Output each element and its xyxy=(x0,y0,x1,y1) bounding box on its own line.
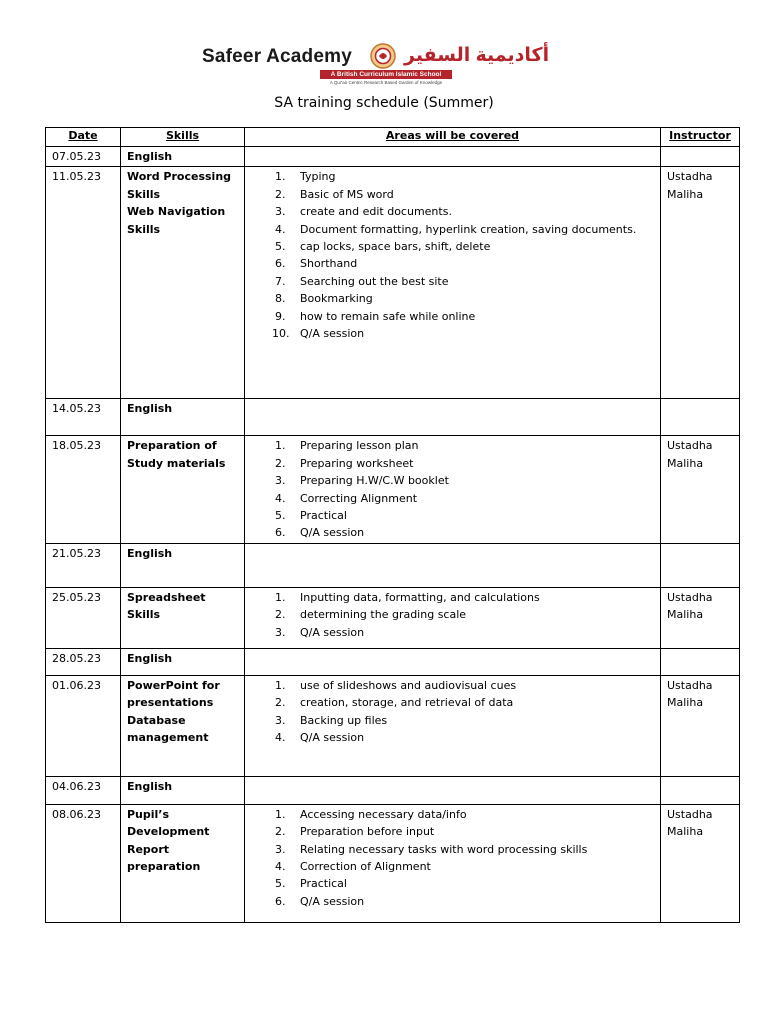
cell-areas xyxy=(245,543,661,587)
instructor-name: Maliha xyxy=(667,696,704,710)
instructor-name: Ustadha xyxy=(667,439,713,453)
instructor-name: Maliha xyxy=(667,456,704,470)
area-item: use of slideshows and audiovisual cues xyxy=(300,678,517,692)
table-row xyxy=(46,804,740,922)
cell-skills xyxy=(121,543,245,587)
area-item: Practical xyxy=(300,509,347,523)
instructor-name: Maliha xyxy=(667,608,704,622)
areas-list xyxy=(251,806,654,910)
header-date: Date xyxy=(46,128,121,147)
cell-areas xyxy=(245,804,661,922)
cell-date: 01.06.23 xyxy=(46,675,121,776)
area-item: Preparing H.W/C.W booklet xyxy=(300,474,449,488)
area-item: creation, storage, and retrieval of data xyxy=(300,696,514,710)
cell-areas xyxy=(245,147,661,167)
academy-emblem-icon xyxy=(370,43,396,69)
skill-text: English xyxy=(127,779,173,793)
cell-areas xyxy=(245,675,661,776)
area-item: Backing up files xyxy=(300,713,388,727)
skill-text: Skills xyxy=(127,222,161,236)
cell-instructor xyxy=(661,147,740,167)
cell-date: 11.05.23 xyxy=(46,167,121,399)
cell-skills xyxy=(121,776,245,804)
cell-skills xyxy=(121,436,245,543)
cell-areas xyxy=(245,776,661,804)
table-row xyxy=(46,675,740,776)
cell-instructor xyxy=(661,675,740,776)
cell-skills xyxy=(121,167,245,399)
area-item: how to remain safe while online xyxy=(300,309,476,323)
cell-skills xyxy=(121,648,245,675)
area-item: determining the grading scale xyxy=(300,608,467,622)
logo-english-name: Safeer Academy xyxy=(202,46,352,67)
area-item: Q/A session xyxy=(300,327,365,341)
table-row xyxy=(46,399,740,436)
area-item: Typing xyxy=(300,170,336,184)
area-item: Q/A session xyxy=(300,894,365,908)
skill-text: Pupil’s xyxy=(127,807,170,821)
area-item: cap locks, space bars, shift, delete xyxy=(300,240,491,254)
instructor-name: Ustadha xyxy=(667,590,713,604)
cell-date: 14.05.23 xyxy=(46,399,121,436)
area-item: Q/A session xyxy=(300,526,365,540)
table-row xyxy=(46,587,740,648)
area-item: Correction of Alignment xyxy=(300,860,431,874)
cell-instructor xyxy=(661,436,740,543)
area-item: Shorthand xyxy=(300,257,358,271)
skill-text: Database xyxy=(127,713,186,727)
area-item: Inputting data, formatting, and calculations xyxy=(300,590,540,604)
skill-text: preparation xyxy=(127,860,201,874)
table-row xyxy=(46,543,740,587)
cell-instructor xyxy=(661,543,740,587)
areas-list xyxy=(251,437,654,541)
logo-ribbon: A British Curriculum Islamic School xyxy=(320,70,452,79)
area-item: Practical xyxy=(300,877,347,891)
instructor-name: Ustadha xyxy=(667,170,713,184)
area-item: Q/A session xyxy=(300,731,365,745)
cell-date: 08.06.23 xyxy=(46,804,121,922)
skill-text: Development xyxy=(127,825,210,839)
cell-instructor xyxy=(661,776,740,804)
area-item: Q/A session xyxy=(300,625,365,639)
area-item: Accessing necessary data/info xyxy=(300,807,467,821)
area-item: Preparing worksheet xyxy=(300,456,414,470)
cell-areas xyxy=(245,436,661,543)
cell-skills xyxy=(121,147,245,167)
skill-text: Skills xyxy=(127,187,161,201)
skill-text: English xyxy=(127,651,173,665)
cell-date: 21.05.23 xyxy=(46,543,121,587)
skill-text: Word Processing xyxy=(127,170,232,184)
skill-text: English xyxy=(127,402,173,416)
instructor-name: Maliha xyxy=(667,187,704,201)
cell-instructor xyxy=(661,587,740,648)
skill-text: English xyxy=(127,150,173,163)
area-item: Relating necessary tasks with word processing skills xyxy=(300,842,588,856)
area-item: Bookmarking xyxy=(300,292,373,306)
areas-list xyxy=(251,677,654,747)
header-skills: Skills xyxy=(121,128,245,147)
area-item: Correcting Alignment xyxy=(300,491,418,505)
cell-areas xyxy=(245,399,661,436)
cell-date: 07.05.23 xyxy=(46,147,121,167)
skill-text: Preparation of xyxy=(127,439,217,453)
cell-areas xyxy=(245,587,661,648)
cell-skills xyxy=(121,587,245,648)
cell-instructor xyxy=(661,804,740,922)
areas-list xyxy=(251,168,654,342)
cell-date: 18.05.23 xyxy=(46,436,121,543)
instructor-name: Maliha xyxy=(667,825,704,839)
cell-skills xyxy=(121,399,245,436)
area-item: Basic of MS word xyxy=(300,187,394,201)
cell-instructor xyxy=(661,167,740,399)
skill-text: management xyxy=(127,731,209,745)
area-item: Document formatting, hyperlink creation, saving documents. xyxy=(300,222,637,236)
cell-date: 25.05.23 xyxy=(46,587,121,648)
academy-logo xyxy=(198,40,570,86)
table-row xyxy=(46,147,740,167)
cell-instructor xyxy=(661,648,740,675)
skill-text: Spreadsheet Skills xyxy=(127,590,206,622)
area-item: Searching out the best site xyxy=(300,274,449,288)
skill-text: PowerPoint for xyxy=(127,678,220,692)
area-item: Preparing lesson plan xyxy=(300,439,419,453)
skill-text: English xyxy=(127,546,173,560)
skill-text: Study materials xyxy=(127,456,226,470)
cell-instructor xyxy=(661,399,740,436)
header-instructor: Instructor xyxy=(661,128,740,147)
skill-text: presentations xyxy=(127,696,214,710)
cell-date: 28.05.23 xyxy=(46,648,121,675)
instructor-name: Ustadha xyxy=(667,807,713,821)
skill-text: Report xyxy=(127,842,170,856)
area-item: create and edit documents. xyxy=(300,205,452,219)
areas-list xyxy=(251,589,654,641)
cell-date: 04.06.23 xyxy=(46,776,121,804)
table-row xyxy=(46,648,740,675)
instructor-name: Ustadha xyxy=(667,678,713,692)
table-row xyxy=(46,436,740,543)
cell-areas xyxy=(245,648,661,675)
table-row xyxy=(46,776,740,804)
header-areas: Areas will be covered xyxy=(245,128,661,147)
table-row xyxy=(46,167,740,399)
cell-skills xyxy=(121,675,245,776)
skill-text: Web Navigation xyxy=(127,205,226,219)
area-item: Preparation before input xyxy=(300,825,435,839)
table-body xyxy=(46,147,740,923)
cell-areas xyxy=(245,167,661,399)
document-title: SA training schedule (Summer) xyxy=(274,95,494,111)
logo-tagline: A Qur'an Centric Research Based Garden of Knowledge xyxy=(329,80,443,85)
table-header-row xyxy=(46,128,740,147)
training-schedule-table xyxy=(45,127,740,923)
logo-arabic-name: أكاديمية السفير xyxy=(404,45,550,66)
cell-skills xyxy=(121,804,245,922)
